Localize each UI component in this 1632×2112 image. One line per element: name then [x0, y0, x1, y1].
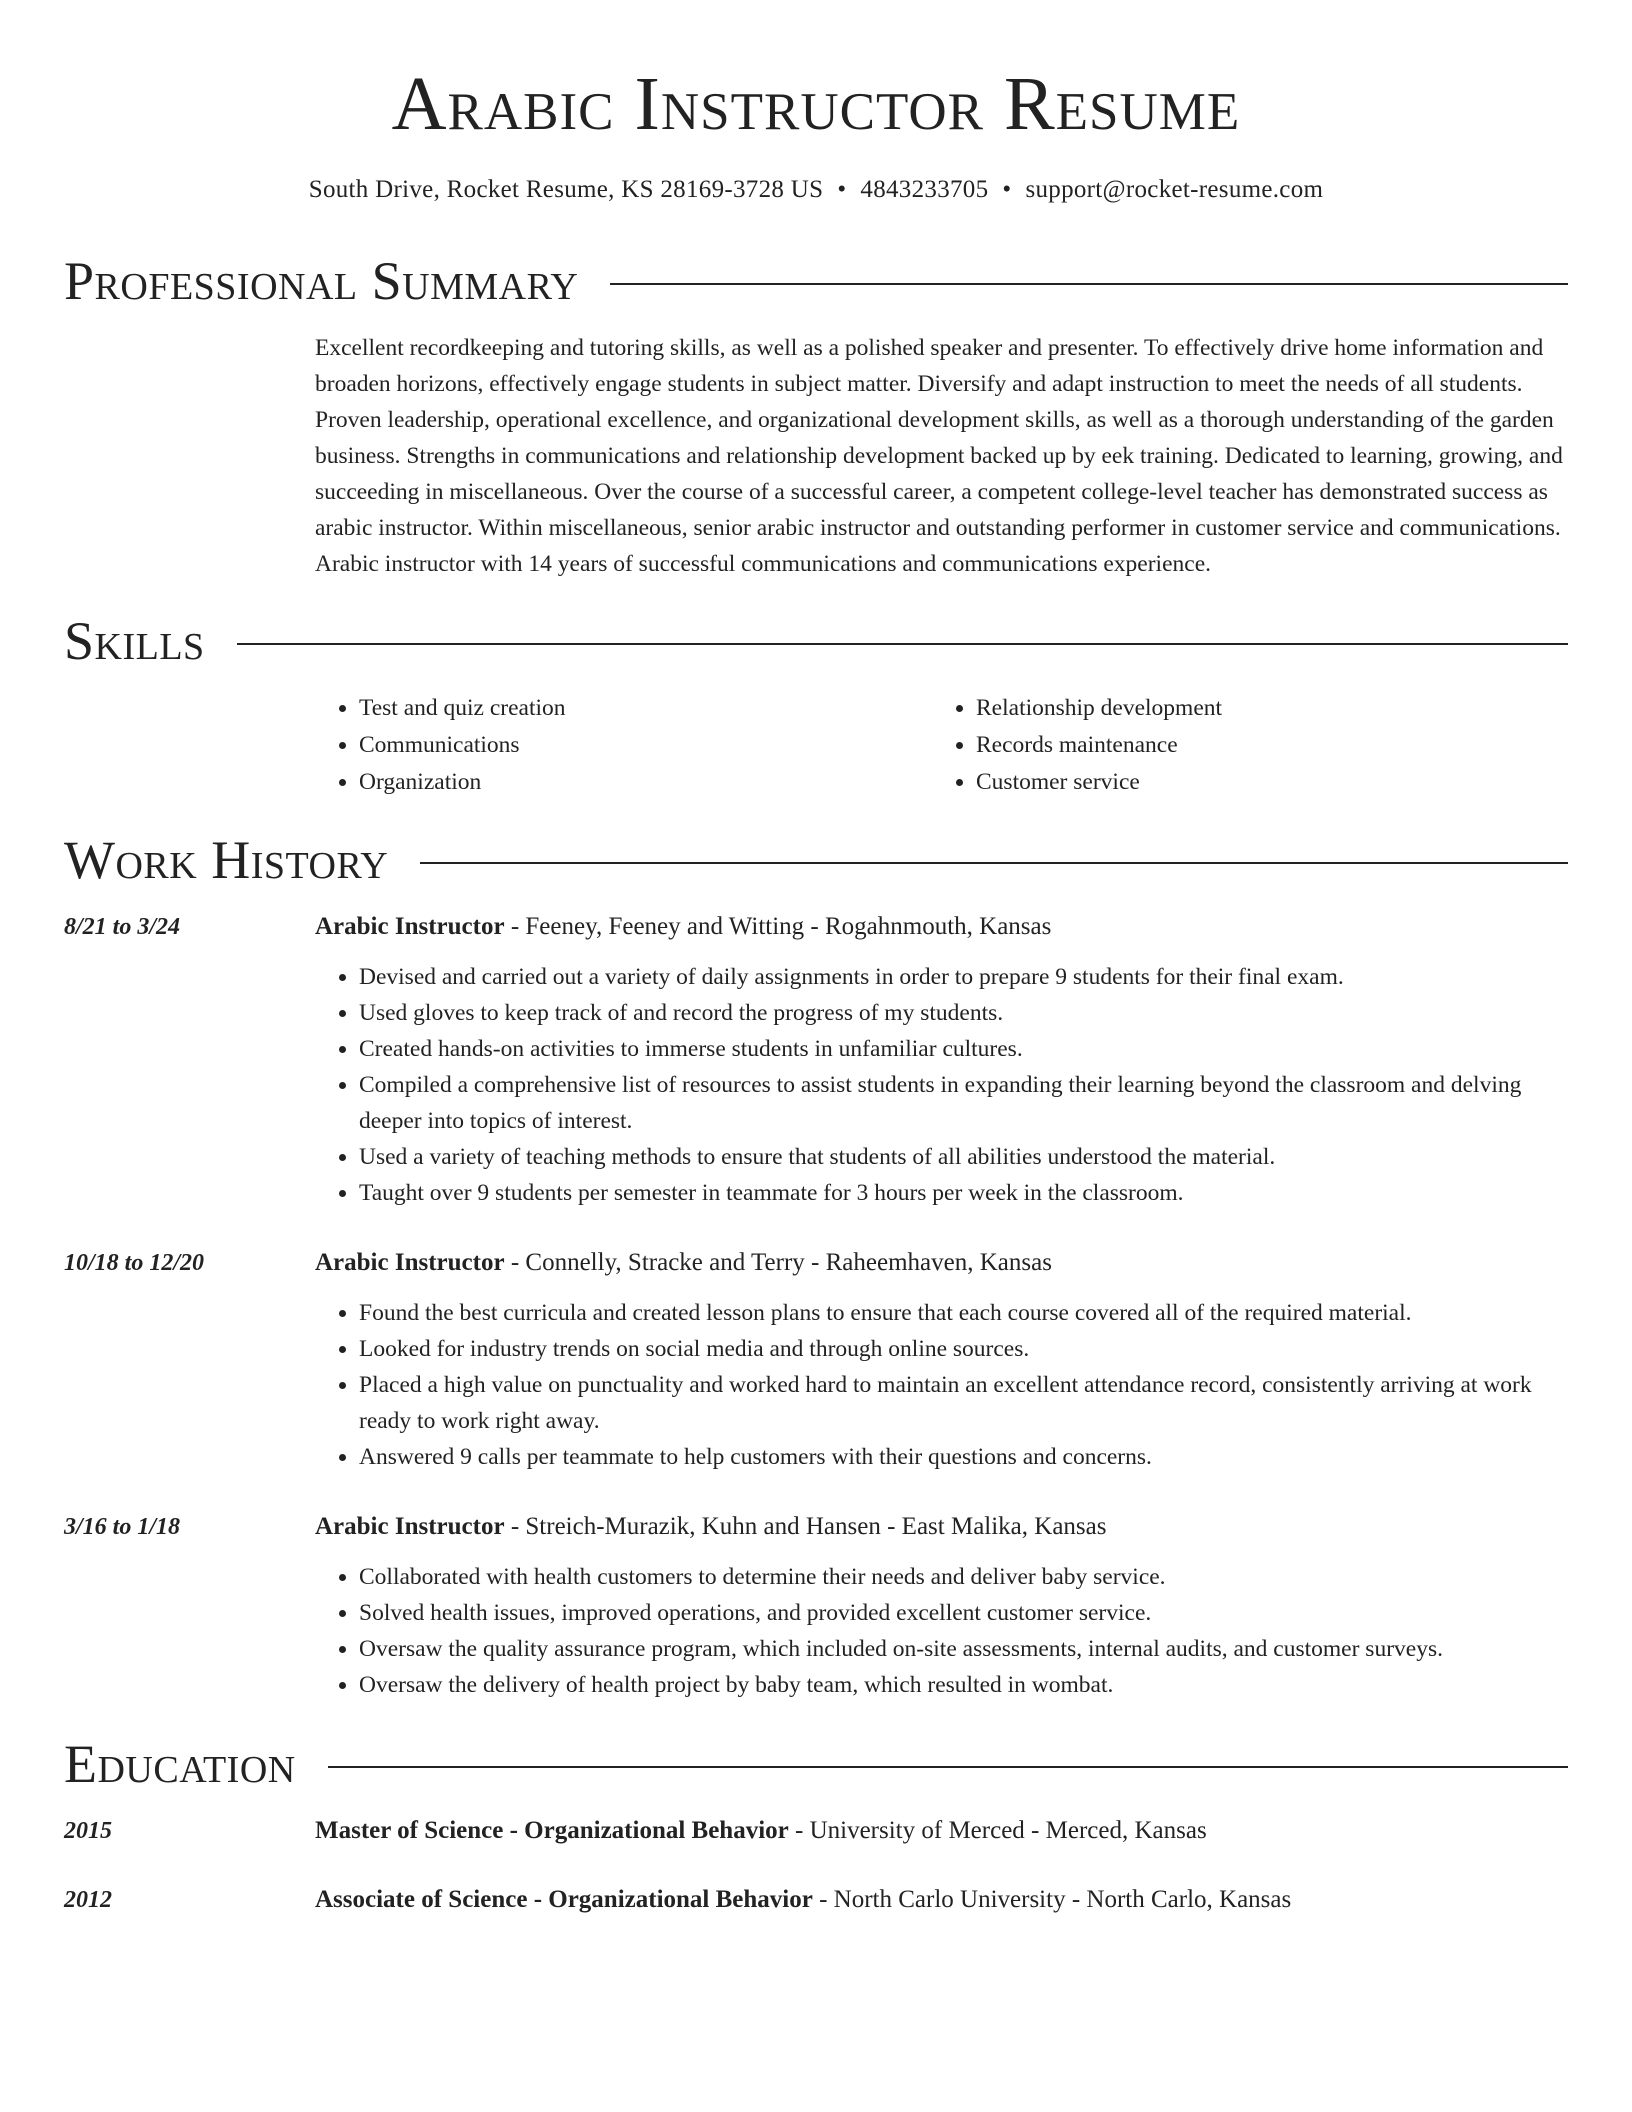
resume-title: Arabic Instructor Resume — [391, 62, 1241, 146]
job-bullets — [315, 1559, 1568, 1703]
resume-page — [64, 0, 1568, 1918]
section-divider — [328, 1766, 1568, 1768]
job-detail — [315, 1509, 1568, 1703]
job-entry — [64, 1509, 1568, 1703]
job-detail — [315, 909, 1568, 1211]
education-entry — [64, 1882, 1568, 1918]
job-bullet: • Used gloves to keep track of and record the progress of my students. — [359, 995, 1568, 1031]
section-divider — [420, 862, 1568, 864]
job-bullets — [315, 1295, 1568, 1475]
job-dates: 8/21 to 3/24 — [64, 914, 181, 940]
skill-item: • Test and quiz creation — [359, 690, 932, 727]
education-detail — [315, 1882, 1568, 1918]
skill-item: • Organization — [359, 764, 932, 801]
contact-phone: 4843233705 — [860, 176, 989, 203]
skills-column-right — [932, 690, 1549, 801]
education-school: - North Carlo University - North Carlo, Kansas — [812, 1886, 1292, 1913]
contact-address: South Drive, Rocket Resume, KS 28169-3728 US — [308, 176, 824, 203]
skills-column-left — [315, 690, 932, 801]
education-year: 2015 — [64, 1818, 112, 1844]
section-divider — [610, 283, 1568, 285]
job-title: Arabic Instructor — [315, 1513, 505, 1540]
job-bullet: • Solved health issues, improved operations, and provided excellent customer service. — [359, 1595, 1568, 1631]
summary-text: Excellent recordkeeping and tutoring skills, as well as a polished speaker and presenter. To effectively drive home information and broaden horizons, effectively engage students in subject matter. Diversify and adapt instruction to meet the needs of all students. Proven leadership, operational excellence, and organizational development skills, as well as a thorough understanding of the garden business. Strengths in communications and relationship development backed up by eek training. Dedicated to learning, growing, and succeeding in miscellaneous. Over the course of a successful career, a competent college-level teacher has demonstrated success as arabic instructor. Within miscellaneous, senior arabic instructor and outstanding performer in customer service and communications. Arabic instructor with 14 years of successful communications and communications experience. — [315, 335, 1563, 577]
education-year: 2012 — [64, 1887, 112, 1913]
contact-separator: • — [837, 176, 847, 203]
job-bullet: • Created hands-on activities to immerse students in unfamiliar cultures. — [359, 1031, 1568, 1067]
job-title: Arabic Instructor — [315, 1249, 505, 1276]
education-section-header — [64, 1733, 1568, 1795]
job-headline — [315, 1509, 1568, 1545]
skills-heading: Skills — [64, 611, 205, 671]
skill-item: • Communications — [359, 727, 932, 764]
job-dates: 3/16 to 1/18 — [64, 1514, 181, 1540]
skill-item: • Records maintenance — [976, 727, 1549, 764]
contact-email: support@rocket-resume.com — [1025, 176, 1324, 203]
education-heading: Education — [64, 1734, 296, 1794]
job-bullet: • Collaborated with health customers to determine their needs and deliver baby service. — [359, 1559, 1568, 1595]
summary-section-header — [64, 250, 1568, 312]
job-bullets — [315, 959, 1568, 1211]
work-heading: Work History — [64, 830, 389, 890]
job-bullet: • Placed a high value on punctuality and worked hard to maintain an excellent attendance record, consistently arriving at work ready to work right away. — [359, 1367, 1568, 1439]
education-entry — [64, 1813, 1568, 1849]
job-bullet: • Answered 9 calls per teammate to help customers with their questions and concerns. — [359, 1439, 1568, 1475]
work-section-header — [64, 829, 1568, 891]
job-detail — [315, 1245, 1568, 1475]
job-headline — [315, 909, 1568, 945]
contact-separator: • — [1002, 176, 1012, 203]
skill-item: • Relationship development — [976, 690, 1549, 727]
education-degree: Master of Science - Organizational Behavior — [315, 1817, 789, 1844]
job-company: - Connelly, Stracke and Terry - Raheemhaven, Kansas — [504, 1249, 1052, 1276]
education-headline — [315, 1882, 1568, 1918]
skills-list — [315, 690, 1568, 801]
job-title: Arabic Instructor — [315, 913, 505, 940]
job-bullet: • Used a variety of teaching methods to ensure that students of all abilities understood the material. — [359, 1139, 1568, 1175]
job-company: - Streich-Murazik, Kuhn and Hansen - East Malika, Kansas — [504, 1513, 1107, 1540]
job-headline — [315, 1245, 1568, 1281]
contact-line — [64, 174, 1568, 206]
job-dates: 10/18 to 12/20 — [64, 1250, 205, 1276]
skill-item: • Customer service — [976, 764, 1549, 801]
education-degree: Associate of Science - Organizational Behavior — [315, 1886, 813, 1913]
education-headline — [315, 1813, 1568, 1849]
job-entry — [64, 909, 1568, 1211]
job-bullet: • Oversaw the quality assurance program, which included on-site assessments, internal audits, and customer surveys. — [359, 1631, 1568, 1667]
summary-heading: Professional Summary — [64, 251, 579, 311]
job-bullet: • Oversaw the delivery of health project by baby team, which resulted in wombat. — [359, 1667, 1568, 1703]
skills-section-header — [64, 610, 1568, 672]
job-bullet: • Compiled a comprehensive list of resources to assist students in expanding their learning beyond the classroom and delving deeper into topics of interest. — [359, 1067, 1568, 1139]
job-bullet: • Found the best curricula and created lesson plans to ensure that each course covered all of the required material. — [359, 1295, 1568, 1331]
job-entry — [64, 1245, 1568, 1475]
job-company: - Feeney, Feeney and Witting - Rogahnmouth, Kansas — [504, 913, 1052, 940]
education-detail — [315, 1813, 1568, 1849]
job-bullet: • Devised and carried out a variety of daily assignments in order to prepare 9 students for their final exam. — [359, 959, 1568, 995]
education-school: - University of Merced - Merced, Kansas — [788, 1817, 1207, 1844]
job-bullet: • Taught over 9 students per semester in teammate for 3 hours per week in the classroom. — [359, 1175, 1568, 1211]
job-bullet: • Looked for industry trends on social media and through online sources. — [359, 1331, 1568, 1367]
section-divider — [237, 643, 1568, 645]
